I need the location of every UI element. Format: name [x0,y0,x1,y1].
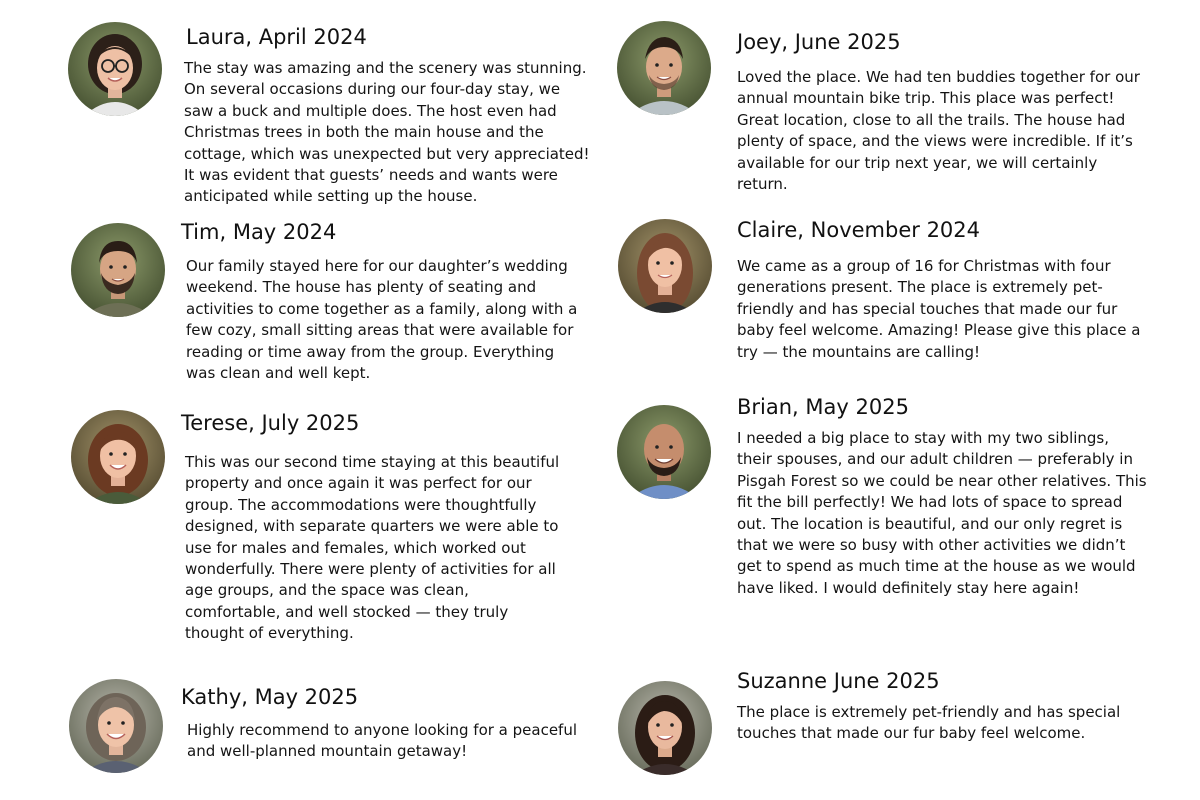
reviewer-name: Joey, June 2025 [737,30,901,54]
review-text: The place is extremely pet-friendly and has special touches that made our fur baby feel welcome. [737,703,1121,743]
reviewer-name: Terese, July 2025 [181,411,360,435]
dark-haired-woman-avatar [618,681,712,775]
reviewer-name: Claire, November 2024 [737,218,981,242]
bearded-man-avatar [71,223,165,317]
reviewer-name: Laura, April 2024 [186,25,367,49]
gray-haired-woman-avatar [69,679,163,773]
woman-with-glasses-avatar [68,22,162,116]
reviewer-name: Suzanne June 2025 [737,669,940,693]
review-text: The stay was amazing and the scenery was stunning. On several occasions during our four-day stay, we saw a buck and multiple does. The host even had Christmas trees in both the main house and the cottage, which was unexpected but very appreciated! It was evident that guests’ needs and wants were anticipated while setting up the house. [184,59,590,206]
review-text: Our family stayed here for our daughter’s wedding weekend. The house has plenty of seating and activities to come together as a family, along with a few cozy, small sitting areas that were available for reading or time away from the group. Everything was clean and well kept. [186,257,578,383]
young-man-avatar [617,21,711,115]
review-text: I needed a big place to stay with my two siblings, their spouses, and our adult children — preferably in Pisgah Forest so we could be near other relatives. This fit the bill perfectly! We had lots of space to spread out. The location is beautiful, and our only regret is that we were so busy with other activities we didn’t get to spend as much time at the house as we would have liked. I would definitely stay here again! [737,429,1147,597]
review-text: Loved the place. We had ten buddies together for our annual mountain bike trip. This place was perfect! Great location, close to all the trails. The house had plenty of space, and the views were incredible. If it’s available for our trip next year, we will certainly return. [737,68,1140,194]
long-haired-woman-avatar [618,219,712,313]
review-text: We came as a group of 16 for Christmas with four generations present. The place is extremely pet-friendly and has special touches that made our fur baby feel welcome. Amazing! Please give this place a try — the mountains are calling! [737,257,1141,361]
review-text: This was our second time staying at this beautiful property and once again it was perfect for our group. The accommodations were thoughtfully designed, with separate quarters we were able to use for males and females, which worked out wonderfully. There were plenty of activities for all age groups, and the space was clean, comfortable, and well stocked — they truly thought of everything. [185,453,560,643]
smiling-woman-avatar [71,410,165,504]
reviewer-name: Brian, May 2025 [737,395,909,419]
review-text: Highly recommend to anyone looking for a peaceful and well-planned mountain getaway! [187,721,578,761]
reviewer-name: Tim, May 2024 [181,220,337,244]
reviewer-name: Kathy, May 2025 [181,685,359,709]
bald-man-avatar [617,405,711,499]
